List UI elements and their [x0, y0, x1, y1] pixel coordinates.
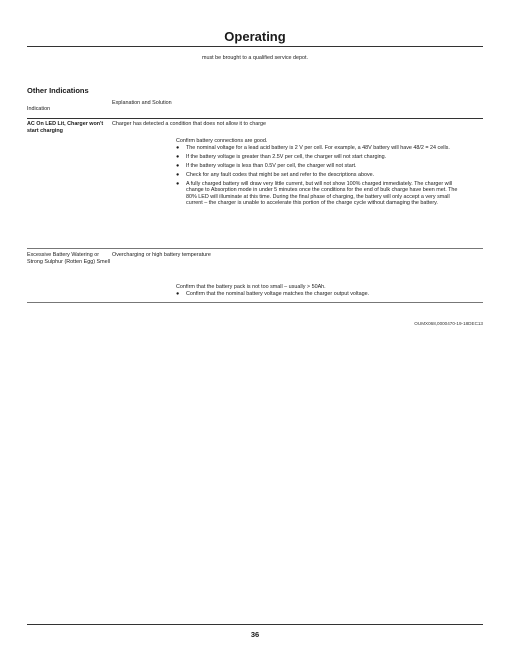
solution-bullet-list	[176, 145, 458, 207]
bullet-icon: ●	[176, 162, 180, 169]
bullet-icon: ●	[176, 171, 180, 178]
row-explanation: Charger has detected a condition that does not allow it to charge	[112, 121, 267, 127]
list-item	[176, 172, 458, 179]
column-header-explanation: Explanation and Solution	[112, 100, 172, 106]
document-code: OUMX068,0000470-19-18DEC13	[414, 321, 483, 326]
continued-text: must be brought to a qualified service depot.	[201, 55, 309, 61]
list-item-text: Confirm that the nominal battery voltage matches the charger output voltage.	[186, 290, 370, 297]
solution-intro: Confirm that the battery pack is not too small – usually > 50Ah.	[176, 284, 326, 290]
list-item-text: The nominal voltage for a lead acid battery is 2 V per cell. For example, a 48V battery will have 48/2 = 24 cells.	[186, 144, 450, 151]
list-item-text: If the battery voltage is less than 0.5V per cell, the charger will not start.	[186, 162, 357, 169]
list-item	[176, 181, 458, 207]
list-item-text: Check for any fault codes that might be set and refer to the descriptions above.	[186, 171, 375, 178]
solution-bullet-list	[176, 291, 458, 298]
row-indication: Excessive Battery Watering or Strong Sulphur (Rotten Egg) Smell	[27, 252, 110, 265]
row-solution	[176, 284, 458, 297]
table-end-rule	[27, 302, 483, 303]
row-indication: AC On LED Lit, Charger won't start charging	[27, 121, 104, 134]
bullet-icon: ●	[176, 180, 180, 187]
title-rule	[27, 46, 483, 47]
bullet-icon: ●	[176, 290, 180, 297]
bullet-icon: ●	[176, 144, 180, 151]
list-item-text: If the battery voltage is greater than 2.5V per cell, the charger will not start charging.	[186, 153, 387, 160]
page-number: 36	[250, 630, 260, 639]
list-item	[176, 145, 458, 152]
row-divider	[27, 248, 483, 249]
list-item	[176, 154, 458, 161]
list-item	[176, 163, 458, 170]
bullet-icon: ●	[176, 153, 180, 160]
row-explanation: Overcharging or high battery temperature	[112, 252, 211, 258]
header-rule	[27, 118, 483, 119]
solution-intro: Confirm battery connections are good.	[176, 138, 268, 144]
list-item	[176, 291, 458, 298]
column-header-indication: Indication	[27, 106, 51, 112]
row-solution	[176, 138, 458, 207]
list-item-text: A fully charged battery will draw very little current, but will not show 100% charged immediately. The charger will change to Absorption mode in under 5 minutes once the conditions for the end of bulk charge have been met. The 80% LED will illuminate at this time. During the final phase of charging, the battery will only accept a very small current – the charger is unable to accelerate this portion of the charge cycle without damaging the battery.	[186, 180, 458, 207]
footer-rule	[27, 624, 483, 625]
section-heading: Other Indications	[27, 86, 89, 95]
page-title: Operating	[224, 29, 286, 44]
